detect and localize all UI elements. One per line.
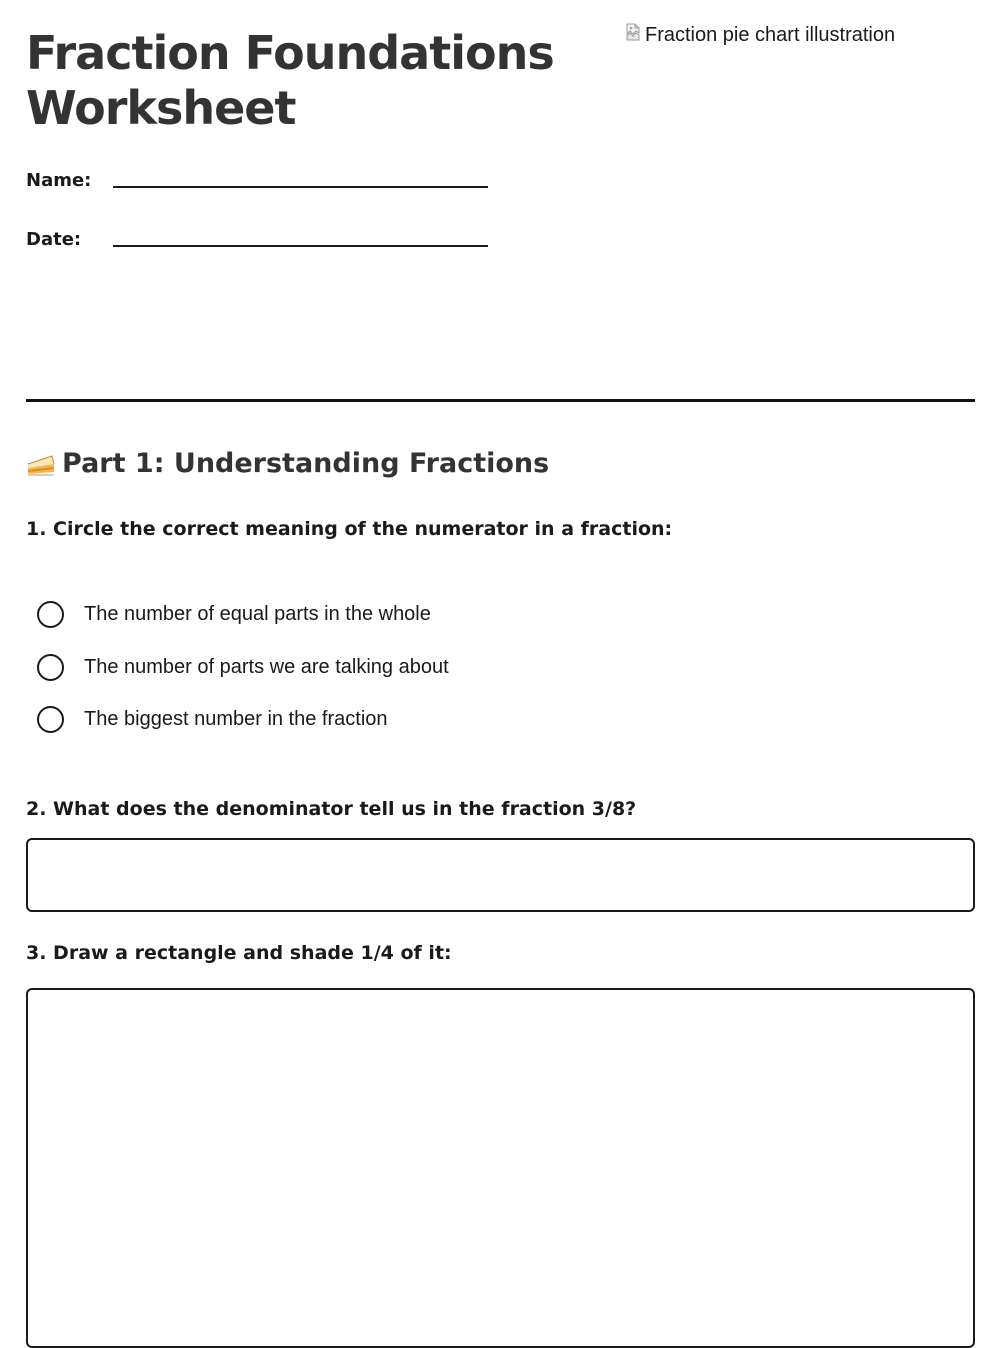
fraction-pie-image (625, 24, 895, 47)
question-1: 1. Circle the correct meaning of the numerator in a fraction: (26, 518, 673, 540)
date-field (26, 229, 496, 259)
option-label: The number of equal parts in the whole (84, 602, 431, 625)
cake-slice-icon (26, 450, 56, 478)
radio-circle[interactable] (37, 706, 64, 733)
image-alt-text: Fraction pie chart illustration (645, 24, 896, 46)
name-label: Name: (26, 170, 92, 191)
date-line[interactable] (113, 245, 488, 247)
q2-answer-box[interactable] (26, 838, 975, 912)
option-label: The number of parts we are talking about (84, 655, 449, 678)
part1-heading-text: Part 1: Understanding Fractions (62, 448, 550, 479)
question-2: 2. What does the denominator tell us in the fraction 3/8? (26, 798, 637, 820)
option-label: The biggest number in the fraction (84, 707, 388, 730)
broken-image-icon (625, 23, 641, 41)
radio-circle[interactable] (37, 654, 64, 681)
worksheet-title: Fraction Foundations Worksheet (26, 26, 554, 135)
worksheet-page (26, 0, 975, 1333)
question-3: 3. Draw a rectangle and shade 1/4 of it: (26, 942, 452, 964)
name-field (26, 170, 496, 200)
name-line[interactable] (113, 186, 488, 188)
date-label: Date: (26, 229, 82, 250)
q1-option-2[interactable] (37, 651, 449, 683)
section-divider (26, 399, 975, 402)
q1-option-1[interactable] (37, 598, 431, 630)
part1-heading (26, 448, 549, 479)
q1-option-3[interactable] (37, 703, 388, 735)
radio-circle[interactable] (37, 601, 64, 628)
q3-drawing-area[interactable] (26, 988, 975, 1348)
